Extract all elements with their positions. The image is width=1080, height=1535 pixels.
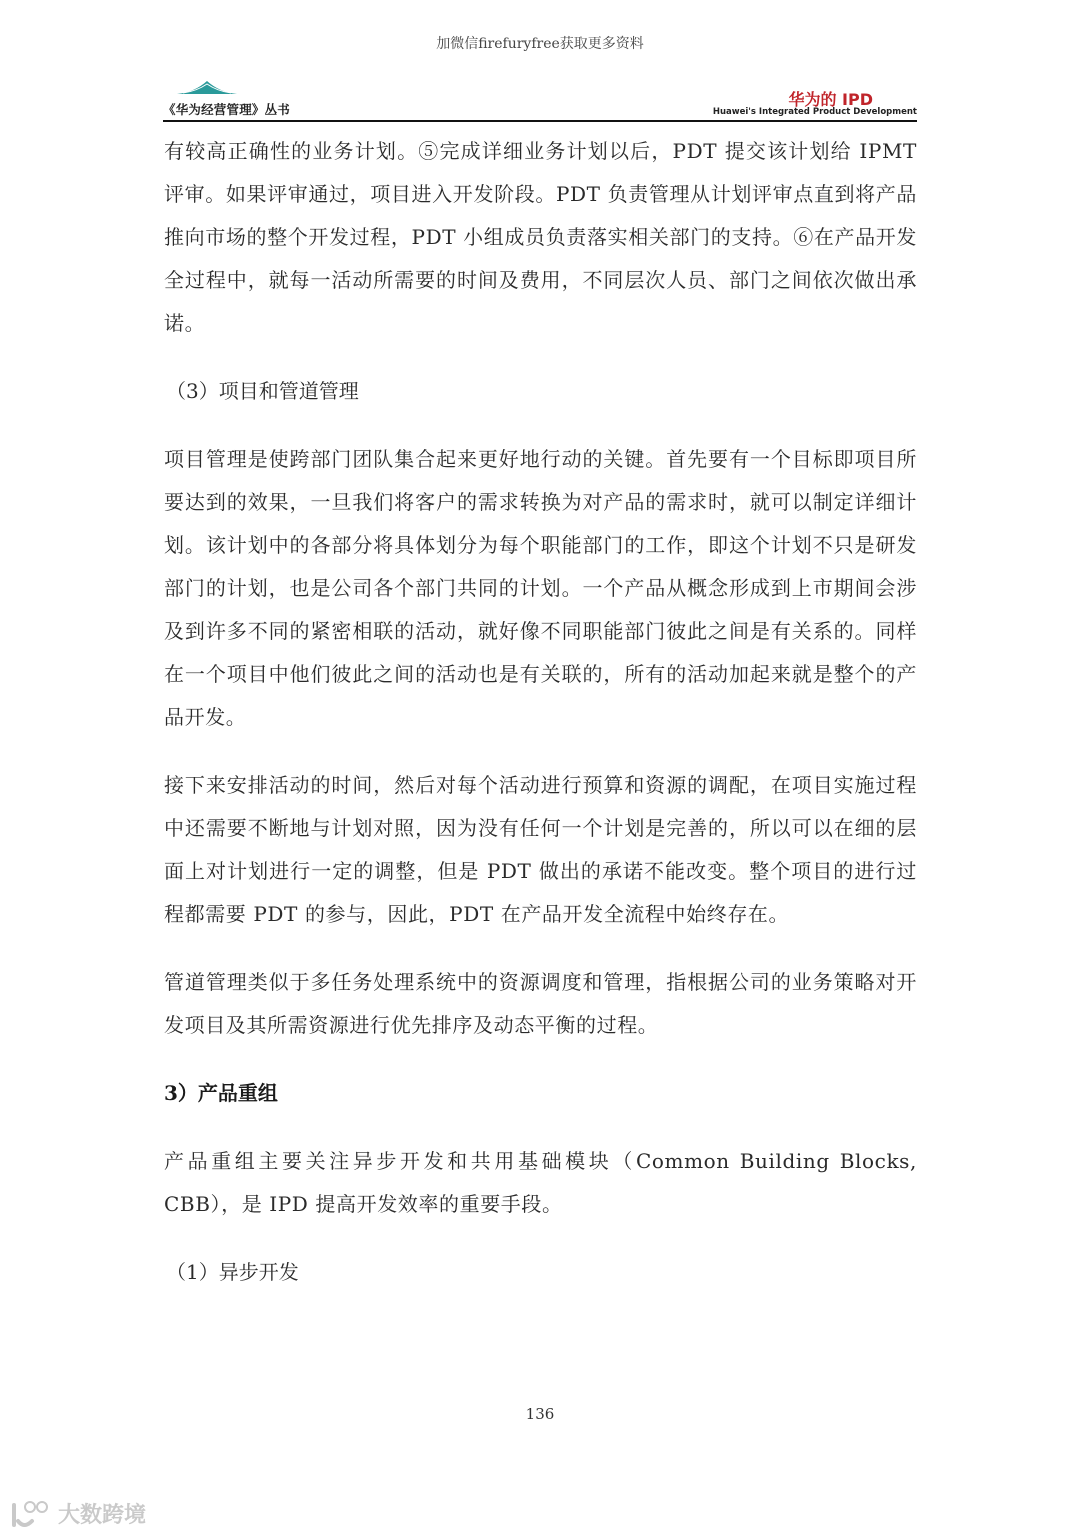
page-header bbox=[163, 78, 917, 122]
page-number: 136 bbox=[525, 1405, 555, 1423]
subsection-heading: （1）异步开发 bbox=[166, 1260, 299, 1284]
watermark-text: 大数跨境 bbox=[58, 1503, 147, 1528]
watermark bbox=[8, 1498, 146, 1529]
paragraph: 管道管理类似于多任务处理系统中的资源调度和管理，指根据公司的业务策略对开发项目及其所需资源进行优先排序及动态平衡的过程。 bbox=[164, 970, 917, 1037]
paragraph: 产品重组主要关注异步开发和共用基础模块（Common Building Blocks, CBB），是 IPD 提高开发效率的重要手段。 bbox=[164, 1149, 917, 1216]
subsection-heading: （3）项目和管道管理 bbox=[166, 379, 359, 403]
paragraph: 接下来安排活动的时间，然后对每个活动进行预算和资源的调配，在项目实施过程中还需要不断地与计划对照，因为没有任何一个计划是完善的，所以可以在细的层面上对计划进行一定的调整，但是 PDT 做出的承诺不能改变。整个项目的进行过程都需要 PDT 的参与，因此，PDT 在产品开发全流程中始终存在。 bbox=[164, 773, 917, 926]
header-rule bbox=[163, 120, 917, 122]
paragraph: 项目管理是使跨部门团队集合起来更好地行动的关键。首先要有一个目标即项目所要达到的效果，一旦我们将客户的需求转换为对产品的需求时，就可以制定详细计划。该计划中的各部分将具体划分为每个职能部门的工作，即这个计划不只是研发部门的计划，也是公司各个部门共同的计划。一个产品从概念形成到上市期间会涉及到许多不同的紧密相联的活动，就好像不同职能部门彼此之间是有关系的。同样在一个项目中他们彼此之间的活动也是有关联的，所有的活动加起来就是整个的产品开发。 bbox=[164, 447, 917, 729]
100-logo-icon bbox=[8, 1499, 52, 1529]
paragraph: 有较高正确性的业务计划。⑤完成详细业务计划以后，PDT 提交该计划给 IPMT 评审。如果评审通过，项目进入开发阶段。PDT 负责管理从计划评审点直到将产品推向市场的整个开发过程，PDT 小组成员负责落实相关部门的支持。⑥在产品开发全过程中，就每一活动所需要的时间及费用，不同层次人员、部门之间依次做出承诺。 bbox=[164, 139, 917, 335]
series-title: 《华为经营管理》丛书 bbox=[163, 102, 291, 117]
page-content bbox=[164, 130, 917, 1294]
mountain-logo-icon bbox=[177, 80, 237, 94]
book-title: 华为的 IPD bbox=[788, 90, 873, 109]
top-note: 加微信firefuryfree获取更多资料 bbox=[436, 36, 644, 52]
book-subtitle: Huawei's Integrated Product Development bbox=[712, 107, 917, 117]
section-heading: 3）产品重组 bbox=[164, 1081, 278, 1105]
